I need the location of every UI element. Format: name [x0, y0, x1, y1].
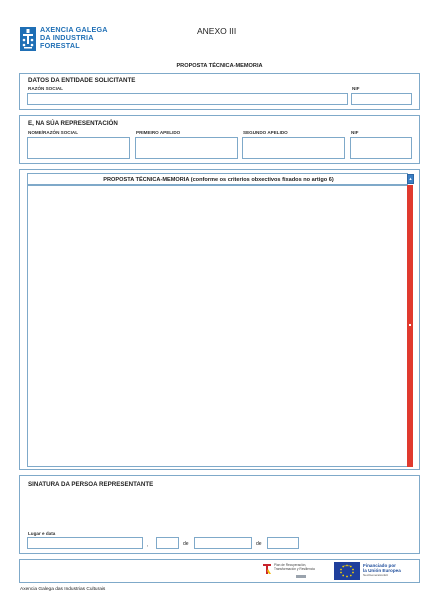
logo-line: AXENCIA GALEGA — [40, 25, 108, 34]
ministry-line: Plan de Recuperación, — [274, 563, 307, 567]
razon-social-input[interactable] — [27, 93, 348, 105]
logo-line: FORESTAL — [40, 41, 80, 51]
first-surname-label: PRIMEIRO APELIDO — [136, 130, 181, 135]
rep-nif-label: NIF — [351, 130, 359, 135]
page-title: PROPOSTA TÉCNICA-MEMORIA — [176, 63, 263, 69]
representation-section-title: E, NA SÚA REPRESENTACIÓN — [28, 120, 118, 127]
month-input[interactable] — [194, 537, 252, 549]
memo-section — [19, 169, 420, 470]
razon-social-label: RAZÓN SOCIAL — [28, 86, 63, 91]
memo-heading-box — [27, 173, 408, 185]
logo-line: DA INDUSTRIA — [40, 33, 94, 43]
second-surname-label: SEGUNDO APELIDO — [243, 130, 288, 135]
eu-line-2: la Unión Europea — [363, 568, 401, 573]
first-surname-input[interactable] — [135, 137, 238, 159]
comma-separator: , — [147, 542, 149, 548]
signature-section-title: SINATURA DA PERSOA REPRESENTANTE — [28, 481, 154, 488]
applicant-section-title: DATOS DA ENTIDADE SOLICITANTE — [28, 77, 136, 84]
ministry-line: Transformación y Resiliencia — [274, 566, 315, 571]
annex-label: ANEXO III — [197, 26, 237, 36]
scroll-thumb[interactable] — [409, 324, 411, 326]
applicant-section — [19, 73, 420, 110]
place-date-label: Lugar e data — [28, 531, 56, 536]
recovery-plan-logo-icon — [262, 563, 272, 575]
ministry-logo-text — [274, 564, 315, 572]
eu-funding-text — [363, 563, 401, 577]
signature-section — [19, 475, 420, 554]
representation-section — [19, 115, 420, 164]
memo-scrollbar[interactable] — [407, 185, 413, 467]
memo-textarea[interactable] — [27, 185, 408, 467]
name-label: NOME/RAZÓN SOCIAL — [28, 130, 79, 135]
de-separator: de — [256, 541, 262, 547]
de-separator: de — [183, 541, 189, 547]
ministry-seal-icon — [296, 575, 306, 578]
memo-heading: PROPOSTA TÉCNICA-MEMORIA (conforme os criterios obxectivos fixados no artigo 6) — [103, 177, 334, 183]
rep-nif-input[interactable] — [350, 137, 412, 159]
name-input[interactable] — [27, 137, 130, 159]
funding-logos-box — [19, 559, 420, 583]
nif-label: NIF — [352, 86, 360, 91]
footer-agency-note: Axencia Galega das Industrias Culturais — [20, 587, 106, 592]
second-surname-input[interactable] — [242, 137, 345, 159]
place-input[interactable] — [27, 537, 143, 549]
year-input[interactable] — [267, 537, 299, 549]
agency-logo-text — [40, 26, 108, 51]
eu-line-1: Financiado por — [363, 563, 396, 568]
eu-subline: NextGenerationEU — [363, 573, 389, 577]
day-input[interactable] — [156, 537, 179, 549]
nif-input[interactable] — [351, 93, 412, 105]
eu-flag-icon — [334, 562, 360, 580]
scroll-up-button[interactable]: ▲ — [407, 174, 414, 184]
xunta-logo-icon — [20, 27, 36, 51]
